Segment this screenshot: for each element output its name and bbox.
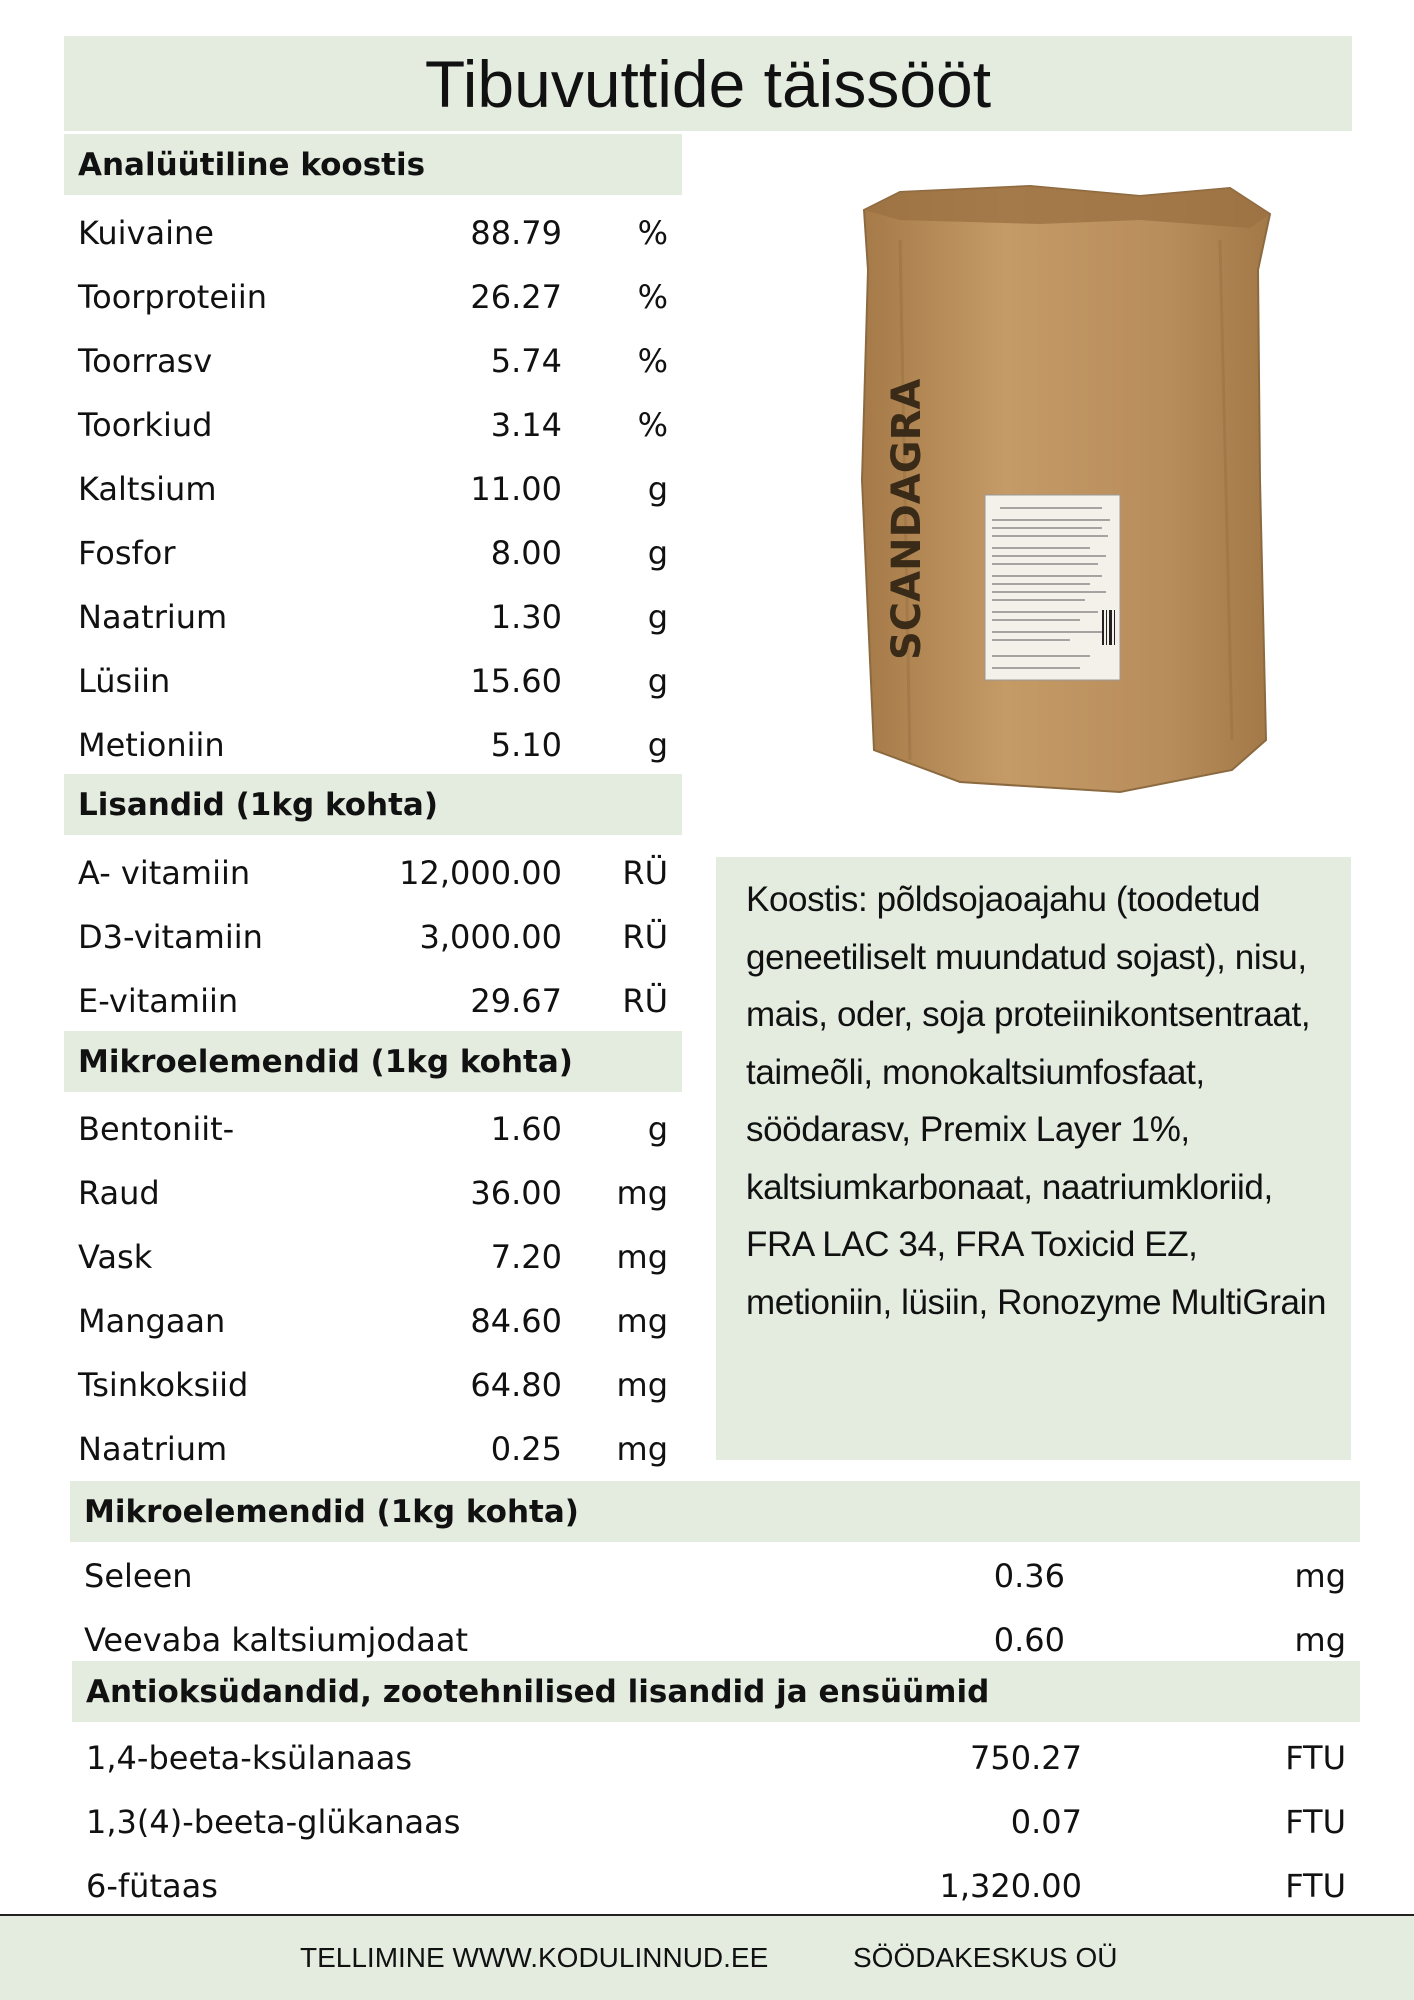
row-value: 0.60 — [993, 1621, 1065, 1659]
row-name: Naatrium — [78, 1430, 228, 1468]
row-unit: g — [647, 662, 668, 700]
row-unit: RÜ — [622, 982, 668, 1020]
table-row — [64, 907, 682, 967]
row-unit: % — [637, 342, 668, 380]
row-value: 7.20 — [490, 1238, 562, 1276]
row-value: 3,000.00 — [419, 918, 562, 956]
row-value: 1.60 — [490, 1110, 562, 1148]
table-row — [64, 971, 682, 1031]
table-row — [72, 1856, 1360, 1916]
table-row — [64, 523, 682, 583]
table-row — [64, 331, 682, 391]
row-name: Kuivaine — [78, 214, 214, 252]
table-row — [64, 651, 682, 711]
company-name: SÖÖDAKESKUS OÜ — [853, 1942, 1118, 1973]
row-unit: mg — [616, 1174, 668, 1212]
row-unit: g — [647, 534, 668, 572]
order-link[interactable]: TELLIMINE WWW.KODULINNUD.EE — [300, 1942, 769, 1973]
row-unit: mg — [616, 1238, 668, 1276]
row-value: 11.00 — [470, 470, 562, 508]
microelements-heading: Mikroelemendid (1kg kohta) — [64, 1031, 682, 1092]
row-unit: g — [647, 598, 668, 636]
row-unit: % — [637, 214, 668, 252]
table-row — [72, 1792, 1360, 1852]
table-row — [72, 1728, 1360, 1788]
row-value: 1.30 — [490, 598, 562, 636]
table-row — [64, 395, 682, 455]
row-name: Veevaba kaltsiumjodaat — [84, 1621, 468, 1659]
row-unit: mg — [1294, 1557, 1346, 1595]
row-name: Naatrium — [78, 598, 228, 636]
microelements2-heading: Mikroelemendid (1kg kohta) — [70, 1481, 1360, 1542]
row-unit: g — [647, 470, 668, 508]
row-name: Vask — [78, 1238, 153, 1276]
additives-heading: Lisandid (1kg kohta) — [64, 774, 682, 835]
table-row — [64, 843, 682, 903]
row-value: 36.00 — [470, 1174, 562, 1212]
row-name: Mangaan — [78, 1302, 226, 1340]
table-row — [64, 459, 682, 519]
row-name: Toorkiud — [78, 406, 213, 444]
row-value: 15.60 — [470, 662, 562, 700]
row-name: Bentoniit- — [78, 1110, 235, 1148]
row-name: 1,3(4)-beeta-glükanaas — [86, 1803, 461, 1841]
row-unit: % — [637, 406, 668, 444]
table-row — [64, 587, 682, 647]
row-unit: RÜ — [622, 918, 668, 956]
row-unit: mg — [616, 1302, 668, 1340]
row-name: Kaltsium — [78, 470, 217, 508]
row-unit: FTU — [1285, 1867, 1346, 1905]
row-unit: g — [647, 1110, 668, 1148]
antioxidants-heading: Antioksüdandid, zootehnilised lisandid ja ensüümid — [72, 1661, 1360, 1722]
row-value: 5.10 — [490, 726, 562, 764]
row-unit: % — [637, 278, 668, 316]
feed-bag-image — [840, 180, 1300, 800]
row-name: 1,4-beeta-ksülanaas — [86, 1739, 412, 1777]
row-name: D3-vitamiin — [78, 918, 263, 956]
row-name: Tsinkoksiid — [78, 1366, 249, 1404]
row-value: 88.79 — [470, 214, 562, 252]
row-name: Toorrasv — [78, 342, 213, 380]
bag-brand-text: SCANDAGRA — [884, 378, 930, 660]
row-value: 29.67 — [470, 982, 562, 1020]
row-name: Lüsiin — [78, 662, 171, 700]
footer — [0, 1914, 1414, 2000]
row-name: E-vitamiin — [78, 982, 239, 1020]
page-title: Tibuvuttide täissööt — [64, 36, 1352, 131]
row-value: 0.25 — [490, 1430, 562, 1468]
row-name: 6-fütaas — [86, 1867, 218, 1905]
table-row — [64, 1099, 682, 1159]
row-value: 5.74 — [490, 342, 562, 380]
row-unit: g — [647, 726, 668, 764]
row-unit: mg — [616, 1430, 668, 1468]
table-row — [64, 1355, 682, 1415]
row-name: Seleen — [84, 1557, 193, 1595]
row-value: 84.60 — [470, 1302, 562, 1340]
table-row — [64, 203, 682, 263]
row-name: Fosfor — [78, 534, 176, 572]
row-value: 1,320.00 — [939, 1867, 1082, 1905]
row-value: 3.14 — [490, 406, 562, 444]
table-row — [64, 1419, 682, 1479]
row-unit: FTU — [1285, 1803, 1346, 1841]
row-value: 750.27 — [970, 1739, 1082, 1777]
row-value: 64.80 — [470, 1366, 562, 1404]
table-row — [64, 267, 682, 327]
row-unit: RÜ — [622, 854, 668, 892]
composition-text: Koostis: põldsojaoajahu (toodetud geneetiliselt muundatud sojast), nisu, mais, oder, soja proteiinikontsentraat, taimeõli, monokaltsiumfosfaat, söödarasv, Premix Layer 1%, kaltsiumkarbonaat, naatriumkloriid, FRA LAC 34, FRA Toxicid EZ, metioniin, lüsiin, Ronozyme MultiGrain — [716, 857, 1351, 1460]
row-name: Raud — [78, 1174, 160, 1212]
table-row — [64, 1291, 682, 1351]
row-unit: FTU — [1285, 1739, 1346, 1777]
analytical-heading: Analüütiline koostis — [64, 134, 682, 195]
row-value: 26.27 — [470, 278, 562, 316]
table-row — [64, 1163, 682, 1223]
row-value: 8.00 — [490, 534, 562, 572]
table-row — [64, 715, 682, 775]
row-name: Metioniin — [78, 726, 225, 764]
row-value: 0.36 — [993, 1557, 1065, 1595]
row-unit: mg — [616, 1366, 668, 1404]
row-name: A- vitamiin — [78, 854, 251, 892]
row-name: Toorproteiin — [78, 278, 268, 316]
table-row — [70, 1546, 1360, 1606]
row-value: 12,000.00 — [399, 854, 562, 892]
table-row — [64, 1227, 682, 1287]
row-unit: mg — [1294, 1621, 1346, 1659]
row-value: 0.07 — [1010, 1803, 1082, 1841]
